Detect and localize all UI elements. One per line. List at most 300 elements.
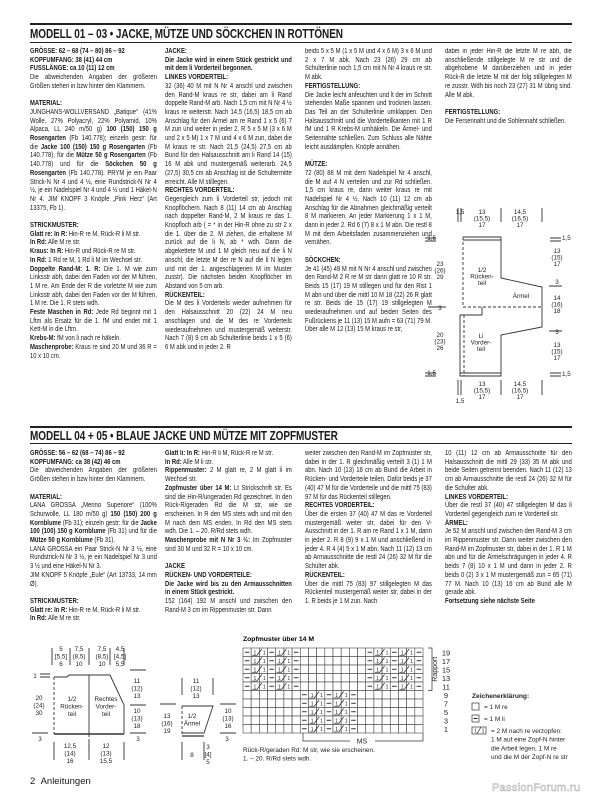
knitting-chart [243, 648, 450, 763]
bold-text-run: RÜCKEN- UND VORDERTEILE: [165, 571, 252, 579]
dimension-label: 30 [35, 709, 43, 717]
legend-text: = 1 M re [484, 704, 508, 711]
dimension-label: [4] [204, 751, 212, 759]
dimension-label: Ärmel [512, 293, 530, 300]
cable-digit: 1 [278, 684, 281, 691]
dimension-label: Rücken- [470, 273, 494, 281]
cable-digit: 1 [344, 701, 348, 708]
bold-text-run: STRICKMUSTER: [30, 222, 79, 230]
fold-line [463, 237, 542, 376]
dimension-label: 17 [478, 394, 486, 402]
dimension-label: Rechtes [94, 696, 118, 703]
text-run: Die M des li Vorderteils wieder aufnehmen für den Halsausschnitt 20 (22) 24 M neu anschlagen und die M des re Vorderteils wiederaufnehmen und mustergemäß weiterstr. Nach 7 (8) 9 cm ab Schulterlinie beids 1 x 5 (6) 6 M abk und in jeder 2. R [165, 300, 292, 351]
chart-cell [390, 708, 398, 717]
dimension-label: 3 [206, 744, 210, 751]
chart-cell [300, 674, 308, 683]
bold-text-run: Mütze 50 g Rosengarten [76, 152, 146, 160]
dimension-label: (16,5) [511, 387, 529, 395]
cable-digit: 1 [410, 676, 413, 682]
cable-digit: 1 [310, 693, 314, 699]
bold-text-run: Glatt re: In R: [30, 230, 68, 238]
chart-cell [398, 708, 406, 717]
dimension-label: 5 [206, 758, 210, 766]
legend-text: = 2 M nach re verzopfen: [491, 728, 562, 735]
cable-digit: 1 [335, 727, 339, 733]
bold-text-run: Feste Maschen in Rd: [30, 309, 94, 317]
text-run: (Fb 31) und für die [105, 528, 157, 536]
cable-digit: 1 [400, 650, 404, 657]
text-run: Je 52 M anschl und zwischen den Rand-M 3 cm im Rippenmuster str. Dann weiter zwischen den Rand-M im Zopfmuster str, dabei in der 1. R 1 M abn und für die Ärmelschrägungen in jeder 4. R beids 7 (8) 10 x 1 M und dann in jeder 2. R beids 0 (2) 3 x 1 M mustergemäß zun = 65 (71) 77 M. Nach 10 (13) 16 cm ab Bund alle M gerade abk. [445, 528, 572, 597]
ms-label: MS [356, 738, 368, 746]
chart-cell [333, 674, 341, 683]
bold-text-run: In Rd: [165, 458, 182, 466]
chart-cell [251, 699, 259, 708]
cable-digit: 1 [344, 693, 348, 699]
chart-cell [292, 699, 300, 708]
dimension-label: (15,5) [473, 215, 491, 223]
chart-cell [317, 648, 325, 657]
bold-text-run: 100 (150) 150 g Rosengarten [30, 126, 157, 143]
cable-digit: 1 [262, 650, 266, 657]
dimension-label: 13 [163, 713, 171, 720]
chart-cell [366, 708, 374, 717]
bold-text-run: LINKES VORDERTEIL: [165, 74, 229, 82]
cable-digit: 1 [410, 684, 413, 691]
text-run: 2 M glatt re, 2 M glatt li im Wechsel str. [165, 467, 292, 484]
cable-digit: 1 [385, 659, 389, 665]
row-number: 3 [443, 716, 449, 726]
chart-cell [284, 708, 292, 717]
dimension-label: 1,5 [562, 371, 571, 378]
chart-cell [358, 648, 366, 657]
cable-digit: 1 [320, 701, 323, 708]
dimension-label: [5,5] [54, 653, 68, 661]
rapport-label: Rapport [432, 656, 439, 682]
cable-digit: 1 [344, 710, 348, 716]
text-run: Je 41 (45) 49 M mit N Nr 4 anschl und zwischen den Rand-M 2 R re M str dann glatt re 10 R str. Beids 15 (17) 19 M stillegen und für den Rist 1 M abn und über die mittl 10 M 18 (22) 26 R glatt re str. Beids die 15 (17) 19 stillgelegten M wiederaufnehmen und auf beiden Seiten des Fußrückens je 11 (13) 15 M aufn = 63 (71) 79 M. Über alle M 12 (13) 15 M kraus re str, [305, 265, 432, 334]
chart-cell [300, 665, 308, 674]
chart-cell [308, 682, 316, 691]
cable-digit: 1 [410, 667, 413, 674]
chart-cell [341, 657, 349, 666]
dimension-label: 4,5 [115, 646, 125, 653]
dimension-label: (13) [222, 715, 234, 723]
chart-cell [243, 691, 251, 700]
bold-text-run: GRÖSSE: 56 – 62 (68 – 74) 86 – 92 [30, 450, 125, 457]
text-run: Die abweichenden Angaben der größeren Größen stehen in bzw hinter den Klammern. [30, 74, 157, 90]
chart-cell [292, 708, 300, 717]
chart-cell [382, 691, 390, 700]
bold-text-run: Zopfmuster über 14 M: [165, 484, 232, 492]
cable-digit: 1 [385, 684, 389, 691]
chart-cell [325, 648, 333, 657]
chart-cell [284, 725, 292, 734]
dimension-label: 17 [553, 355, 561, 363]
bold-text-run: MATERIAL: [30, 493, 62, 501]
cable-digit: 1 [287, 684, 291, 691]
text-run: LANA GROSSA „Merino Superiore“ (100% Schurwolle, LL 180 m/50 g) [30, 502, 157, 518]
bold-text-run: Jacke 100 (150) 150 g Rosengarten [40, 143, 146, 151]
chart-cell [259, 699, 267, 708]
bold-text-run: FERTIGSTELLUNG: [305, 82, 361, 90]
text-run: Hin-R und Rück-R re M str. [63, 248, 136, 256]
chart-cell [243, 716, 251, 725]
chart-cell [333, 682, 341, 691]
cable-digit: 1 [310, 701, 314, 708]
dimension-label: (16,5) [511, 215, 529, 223]
dimension-label: 3 [136, 736, 140, 743]
cable-digit: 1 [400, 667, 404, 674]
measure-ticks [425, 208, 562, 395]
dimension-label: Ärmel [183, 720, 201, 728]
dimension-label: 20 [35, 695, 43, 702]
cable-digit: 1 [310, 710, 314, 716]
chart-cell [251, 691, 259, 700]
bold-text-run: KOPFUMFANG: ca 38 (42) 46 cm [30, 458, 121, 466]
chart-cell [358, 716, 366, 725]
chart-cell [358, 708, 366, 717]
cable-digit: 1 [385, 650, 389, 657]
dimension-label: teil [101, 710, 111, 718]
bold-text-run: SÖCKCHEN: [305, 256, 341, 264]
legend-text: = 1 M li [484, 716, 505, 723]
chart-cell [292, 716, 300, 725]
chart-cell [300, 657, 308, 666]
chart-cell [268, 716, 276, 725]
section-title-modell-01-03: MODELL 01 – 03 • JACKE, MÜTZE UND SÖCKCHEN IN ROTTÖNEN [30, 27, 343, 41]
chart-cell [358, 657, 366, 666]
bold-text-run: Mütze 50 g Kornblume [30, 537, 93, 545]
chart-cell [341, 674, 349, 683]
text-run: (Fb 31); einzeln gestr: für die [61, 519, 141, 527]
bold-text-run: Glatt li: In R: [165, 450, 200, 457]
watermark-logo: PassionForum.ru [492, 782, 581, 794]
chart-cell [398, 725, 406, 734]
back-outline [460, 237, 542, 376]
chart-cell [317, 657, 325, 666]
dimension-label: 13 [478, 381, 486, 388]
chart-cell [308, 657, 316, 666]
bold-text-run: MÜTZE: [305, 161, 328, 169]
bold-text-run: In Rd: [30, 239, 47, 247]
bold-text-run: GRÖSSE: 62 – 68 (74 – 80) 86 – 92 [30, 48, 125, 55]
dimension-label: 13 [133, 692, 141, 700]
bold-text-run: Fortsetzung siehe nächste Seite [445, 597, 535, 605]
dimension-label: 7,5 [97, 646, 107, 653]
bold-text-run: STRICKMUSTER: [30, 597, 79, 605]
chart-cell [407, 691, 415, 700]
dimension-label: teil [476, 346, 486, 354]
chart-cell [243, 699, 251, 708]
chart-cell [358, 699, 366, 708]
chart-cell [251, 716, 259, 725]
chart-cell [382, 716, 390, 725]
text-run: fM von li nach re häkeln. [55, 335, 121, 343]
chart-cell [325, 674, 333, 683]
dimension-label: (15) [551, 254, 563, 262]
dimension-label: (16) [161, 720, 173, 728]
chart-cell [341, 648, 349, 657]
chart-cell [259, 716, 267, 725]
dimension-label: (23) [434, 338, 446, 346]
cable-digit: 1 [262, 676, 266, 682]
text-run: Im Zopfmuster sind 30 M und 32 R = 10 x 10 cm. [165, 537, 292, 553]
chart-cell [243, 708, 251, 717]
text-run: Alle M re str. [46, 239, 81, 247]
row-number: 5 [443, 708, 449, 717]
text-run: Alle M li str. [181, 458, 214, 466]
dimension-label: 3 [438, 305, 442, 312]
text-run: Hin-R re M, Rück-R li M str. [67, 230, 141, 238]
chart-cell [366, 699, 374, 708]
text-run: beids 5 x 5 M (1 x 5 M und 4 x 6 M) 3 x 6 M und 2 x 7 M abk. Nach 23 (26) 29 cm ab Schulterlinie noch 1,5 cm mit N Nr 4 kraus re str. M abk. [305, 48, 432, 82]
dimension-label: 14 [553, 295, 561, 302]
dimension-label: 23 [436, 261, 444, 268]
row-number: 7 [443, 699, 449, 709]
cable-digit: 1 [278, 667, 281, 674]
chart-cell [390, 699, 398, 708]
chart-cell [374, 708, 382, 717]
row-number: 9 [443, 691, 449, 700]
bold-text-run: Die Jacke wird bis zu den Armausschnitten in einem Stück gestrickt. [165, 580, 292, 597]
cable-digit: 1 [410, 650, 413, 657]
dimension-label: 20 [436, 332, 444, 339]
dimension-label: 15,5 [99, 757, 113, 765]
chart-cell [333, 665, 341, 674]
text-run: dabei in jeder Hin-R die letzte M re abh, die anschließende stillgelegte M re str und die abgehobene M darüberziehen und in jeder Rück-R die letzte M mit der folg stillgelegten M re zusstr. Wdh bis noch 23 (27) 31 M übrig sind. Alle M abk. [445, 48, 572, 99]
dimension-label: 1,5 [562, 235, 571, 242]
chart-cell [276, 708, 284, 717]
chart-cell [259, 708, 267, 717]
chart-cell [415, 699, 423, 708]
dimension-label: (15) [551, 348, 563, 356]
bold-text-run: In Rd: [30, 256, 47, 264]
bold-text-run: Maschenprobe: [30, 343, 74, 351]
footer-label: Anleitungen [40, 776, 91, 787]
dimension-label: (13) [131, 715, 143, 723]
dimension-label: 1/2 [187, 713, 197, 720]
legend-text: die Arbeit legen, 1 M re [491, 745, 557, 753]
cable-digit: 1 [287, 667, 291, 674]
page-number: 2 [30, 776, 36, 787]
text-run: Die Fersennaht und die Sohlennaht schließen. [445, 117, 566, 125]
text-run: Die abweichenden Angaben der größeren Größen stehen in bzw hinter den Klammern. [30, 467, 157, 484]
chart-cell [308, 674, 316, 683]
bold-text-run: LINKES VORDERTEIL: [445, 493, 509, 501]
bold-text-run: Jacke 100 (100) 150 g Kornblume [30, 519, 157, 536]
cable-digit: 1 [253, 684, 257, 691]
chart-cell [349, 665, 357, 674]
chart-cell [284, 691, 292, 700]
chart-cell [300, 682, 308, 691]
row-number: 17 [441, 657, 451, 666]
chart-cell [382, 708, 390, 717]
chart-cell [308, 648, 316, 657]
text-run: Alle M re str. [46, 615, 81, 623]
bold-text-run: Kraus: In R: [30, 248, 64, 256]
dimension-label: 14,5 [513, 381, 527, 388]
text-run: Die 1. M wie zum Linksstr abh, dabei den Faden vor der M führen, 1 M re. Am Ende der R die vorletzte M wie zum Linksstr abh, dabei den Faden vor der M führen, 1 M re. Die 1. R stets wdh. [30, 265, 157, 308]
dimension-label: 10 [133, 708, 141, 715]
chart-cell [398, 699, 406, 708]
dimension-label: 1 [33, 673, 37, 680]
dimension-label: 3 [555, 279, 559, 286]
chart-cell [317, 682, 325, 691]
chart-cell [415, 691, 423, 700]
dimension-label: 12 [102, 743, 110, 750]
chart-cell [415, 716, 423, 725]
chart-cell [358, 725, 366, 734]
chart-cell [276, 725, 284, 734]
cable-digit: 1 [400, 684, 404, 691]
dimension-label: 10 [98, 660, 106, 668]
dimension-label: 1/2 [477, 267, 487, 274]
legend-text: 1 M auf eine Zopf-N hinter [491, 736, 566, 744]
cable-digit: 1 [320, 718, 323, 725]
chart-cell [407, 699, 415, 708]
cable-digit: 1 [287, 650, 291, 657]
cable-digit: 1 [310, 718, 314, 725]
cable-digit: 1 [376, 650, 379, 657]
dimension-label: (12) [190, 685, 202, 693]
dimension-label: 8 [190, 752, 194, 759]
cable-digit: 1 [376, 667, 379, 674]
bold-text-run: FERTIGSTELLUNG: [445, 108, 501, 116]
dimension-label: 5,5 [115, 660, 125, 668]
row-number: 15 [441, 665, 451, 675]
dimension-label: 1,5 [455, 209, 465, 216]
dimension-label: 13 [553, 248, 561, 255]
page-footer [30, 776, 91, 787]
text-run: Die Jacke leicht anfeuchten und lt der im Schnitt stehenden Maße spannen und trocknen lassen. Das Teil an der Schulterlinie umklappen. Den Halsausschnitt und die Vorderteilkanten mit 1 R fM und 1 R Krebs-M umhäkeln. Die Ärmel- und Seitennähte schließen. Zum Schluss alle Nähte leicht ausdämpfen. Knöpfe annähen. [305, 91, 432, 151]
dimension-label: 1,5 [427, 235, 436, 242]
chart-cell [292, 725, 300, 734]
cable-digit: 1 [278, 659, 281, 665]
bold-text-run: RECHTES VORDERTEIL: [165, 187, 235, 195]
dimension-label: 12,5 [63, 743, 77, 750]
bold-text-run: Maschenprobe mit N Nr 3 ½: [165, 537, 251, 545]
text-run: Über die mittl 75 (83) 97 stillgelegten M das Rückenteil mustergemäß weiter str, dabei in der 1. R beids je 1 M zun. Nach [305, 580, 432, 605]
chart-cell [374, 716, 382, 725]
chart-cell [415, 708, 423, 717]
legend-title: Zeichenerklärung: [472, 693, 530, 700]
cable-digit: 1 [344, 727, 348, 733]
dimension-label: 18 [553, 308, 561, 316]
chart-cell [284, 716, 292, 725]
cable-digit: 1 [400, 676, 404, 682]
bold-text-run: Die Jacke wird in einem Stück gestrickt und mit dem li Vorderteil begonnen. [165, 56, 292, 73]
chart-cell [366, 725, 374, 734]
dimension-label: 11 [192, 678, 200, 685]
cable-digit: 1 [320, 693, 323, 699]
chart-cell [349, 682, 357, 691]
bold-text-run: ÄRMEL: [445, 519, 468, 527]
dimension-label: teil [477, 280, 487, 288]
chart-cell [325, 682, 333, 691]
dimension-label: 1,5 [427, 370, 436, 377]
cable-digit: 1 [335, 718, 339, 725]
bold-text-run: JACKE: [165, 48, 187, 55]
cable-digit: 1 [278, 676, 281, 682]
text-run: Über die restl 37 (40) 47 stillgelegten M das li Vorderteil gegengleich zum re Vorderteil str. [445, 502, 572, 518]
cable-digit: 1 [262, 684, 266, 691]
dimension-label: 17 [516, 394, 524, 402]
dimension-label: 13 [478, 209, 486, 216]
text-run: Hin-R li M, Rück-R re M str. [199, 450, 274, 457]
chart-cell [415, 725, 423, 734]
chart-cell [308, 665, 316, 674]
text-run: weiter zwischen den Rand-M im Zopfmuster str, dabei in der 1. R gleichmäßig verteilt 3 (1) 1 M abn. Nach 10 (13) 18 cm ab Bund die Arbeit in Rücken- und Vorderteile teilen. Dafür beids je 37 (40) 47 M für die Vorderteile und die mittl 75 (83) 97 M für das Rückenteil stillegen. [305, 450, 432, 501]
chart-cell [358, 682, 366, 691]
cable-digit: 1 [253, 650, 257, 657]
dimension-label: teil [67, 710, 77, 718]
dimension-label: 3 [555, 329, 559, 336]
dimension-label: 17 [553, 261, 561, 269]
dimension-label: (24) [33, 702, 45, 710]
dimension-label: 29 [436, 274, 444, 282]
chart-cell [358, 674, 366, 683]
text-run: Gegengleich zum li Vorderteil str, jedoch mit Knopflöchern. Nach 8 (11) 14 cm ab Anschlag nach doppelter Rand-M, 2 M kraus re das 1. Knopfloch arb ( = * in der Hin-R ohne zu str 2 x die 1. über die 2. M ziehen, die erhaltene M zurück auf die li N, ab * wdh. Dann die abgekettete M und 1 M gleich neu auf die li N anschl, die letzte M der re N auf die li N legen und mit der 1. angeschlagenen M im Muster zusstr). Die nächsten beiden Knopflöcher im Abstand von 5 cm arb. [165, 195, 292, 290]
chart-cell [325, 665, 333, 674]
chart-cell [407, 716, 415, 725]
symbol-legend [472, 693, 569, 761]
bold-text-run: JACKE [165, 563, 185, 571]
chart-cell [243, 725, 251, 734]
empty-box-icon [472, 703, 479, 710]
dimension-label: 7,5 [74, 646, 84, 653]
chart-cell [268, 691, 276, 700]
chart-cell [407, 708, 415, 717]
dimension-label: (12) [131, 685, 143, 693]
cable-digit: 1 [310, 727, 314, 733]
cable-digit: 1 [253, 676, 257, 682]
bold-text-run: RÜCKENTEIL: [305, 571, 345, 579]
cable-digit: 1 [253, 659, 257, 665]
text-run: 32 (36) 40 M mit N Nr 4 anschl und zwischen den Rand-M kraus re str, dabei am li Rand doppelte Rand-M arb. Nach 1,5 cm mit N Nr 4 ½ kraus re weiterstr. Nach 14,5 (16,5) 18,5 cm ab Anschlag für den Ärmel am re Rand 1 x 5 (6) 7 M zun und weiter in jeder 2. R 5 x 5 M (3 x 6 M und 2 x 5 M) 1 x 7 M und 4 x 6 M zun, dabei die M kraus re str. Nach 21,5 (24,5) 27,5 cm ab Bund für den Halsausschnitt am li Rand 14 (15) 16 M abk und mustergemäß weiterarb. 24,5 (27,5) 30,5 cm ab Anschlag ist die Schultermitte erreicht. Alle M stillegen. [165, 82, 292, 186]
chart-cell [358, 665, 366, 674]
chart-cell [382, 725, 390, 734]
bold-text-run: KOPFUMFANG: 38 (41) 44 cm [30, 56, 113, 64]
bold-text-run: RECHTES VORDERTEIL: [305, 502, 375, 510]
dimension-label: [4,5] [113, 653, 127, 661]
dimension-label: 13 [553, 342, 561, 349]
cable-digit: 1 [344, 718, 348, 725]
text-run: (Fb 140.778) und für die [30, 152, 157, 169]
bold-text-run: Rippenmuster: [165, 467, 207, 475]
dimension-label: 17 [478, 222, 486, 230]
dimension-label: 10 [75, 660, 83, 668]
dimension-label: 26 [436, 345, 444, 353]
chart-cell [407, 725, 415, 734]
cable-digit: 1 [278, 650, 281, 657]
chart-cell [341, 665, 349, 674]
cable-digit: 1 [287, 659, 291, 665]
bold-text-run: RÜCKENTEIL: [165, 291, 205, 299]
dimension-label: (15,5) [473, 387, 491, 395]
chart-note: 1. – 20. R/Rd stets wdh. [243, 755, 312, 763]
text-run: Hin-R re M, Rück-R li M str. [67, 606, 141, 614]
cable-digit: 1 [400, 659, 404, 665]
dimension-label: (8,5) [95, 653, 109, 661]
chart-cell [390, 725, 398, 734]
chart-cell [358, 691, 366, 700]
chart-cell [276, 691, 284, 700]
section-title-modell-04-05: MODELL 04 + 05 • BLAUE JACKE UND MÜTZE MIT ZOPFMUSTER [30, 429, 338, 443]
cable-digit: 1 [287, 676, 291, 682]
dimension-label: 6 [59, 660, 63, 668]
row-number: 13 [441, 674, 451, 683]
cable-digit: 1 [410, 659, 413, 665]
